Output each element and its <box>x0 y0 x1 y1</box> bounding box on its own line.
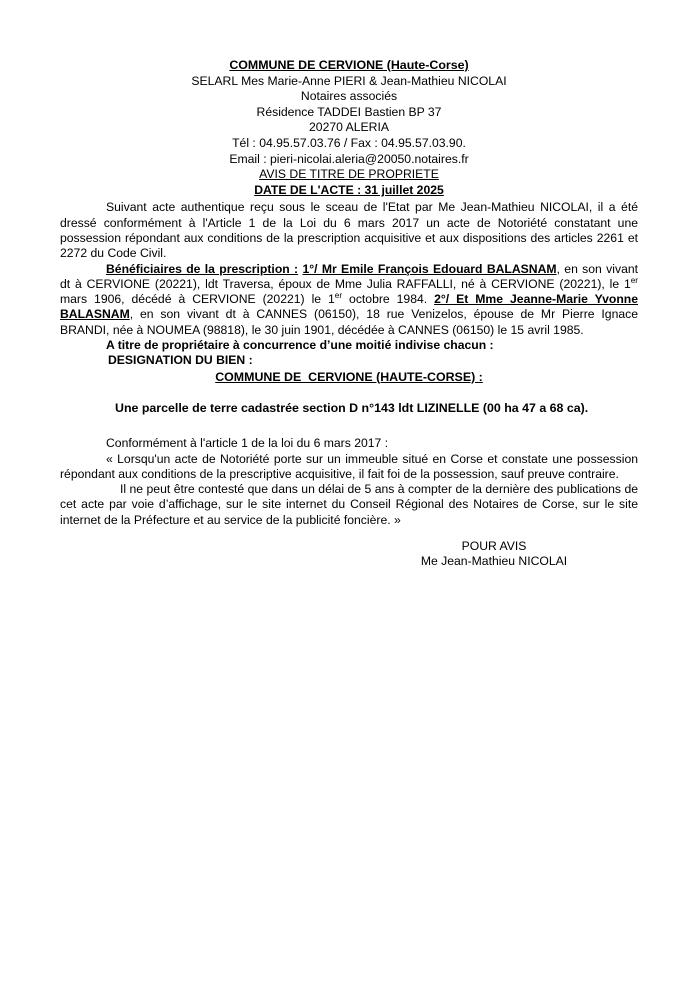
intro-paragraph: Suivant acte authentique reçu sous le sceau de l'Etat par Me Jean-Mathieu NICOLAI, il a été dressé conformément à l'Article 1 de la Loi du 6 mars 2017 un acte de Notoriété constatant une possession répondant aux conditions de la prescription acquisitive et aux dispositions des articles 2261 et 2272 du Code Civil. <box>60 200 638 261</box>
firm-phone-fax: Tél : 04.95.57.03.76 / Fax : 04.95.57.03.90. <box>232 135 466 150</box>
legal-quote-part-2: Il ne peut être contesté que dans un délai de 5 ans à compter de la dernière des publications de cet acte par voie d’affichage, sur le site internet du Conseil Régional des Notaires de Corse, sur le site internet de la Préfecture et au service de la publicité foncière. » <box>60 482 638 527</box>
commune-title: COMMUNE DE CERVIONE (Haute-Corse) <box>229 58 469 72</box>
designation-commune-heading: COMMUNE DE CERVIONE (HAUTE-CORSE) : <box>215 369 483 384</box>
beneficiaries-label: Bénéficiaires de la prescription : <box>106 261 299 276</box>
beneficiary-1-ordinal-birth: er <box>630 275 638 285</box>
beneficiary-2-name: 2°/ Et Mme Jeanne-Marie Yvonne BALASNAM <box>60 292 638 322</box>
beneficiary-1-detail-a: , en son vivant dt à CERVIONE (20221), ldt Traversa, époux de Mme Julia RAFFALLI, né à CERVIONE (20221), le 1 <box>60 261 639 291</box>
firm-postal-city: 20270 ALERIA <box>309 120 389 135</box>
signature-notary-name: Me Jean-Mathieu NICOLAI <box>420 554 568 569</box>
act-date: DATE DE L'ACTE : 31 juillet 2025 <box>254 182 444 197</box>
signature-block <box>60 539 638 570</box>
firm-name: SELARL Mes Marie-Anne PIERI & Jean-Mathieu NICOLAI <box>191 73 507 88</box>
letterhead <box>60 58 638 198</box>
conformity-intro: Conformément à l'article 1 de la loi du 6 mars 2017 : <box>106 436 389 451</box>
beneficiary-1-detail-b: mars 1906, décédé à CERVIONE (20221) le 1 <box>60 292 335 307</box>
beneficiaries-paragraph <box>60 262 638 338</box>
firm-address: Résidence TADDEI Bastien BP 37 <box>256 104 442 119</box>
firm-email: Email : pieri-nicolai.aleria@20050.notaires.fr <box>229 151 469 166</box>
signature-pour-avis: POUR AVIS <box>461 538 527 553</box>
beneficiary-1-ordinal-death: er <box>334 291 343 301</box>
document-body <box>60 58 638 570</box>
notice-type-title: AVIS DE TITRE DE PROPRIETE <box>259 167 439 182</box>
parcel-description: Une parcelle de terre cadastrée section D n°143 ldt LIZINELLE (00 ha 47 a 68 ca). <box>115 400 589 415</box>
beneficiary-1-name: 1°/ Mr Emile François Edouard BALASNAM <box>302 261 557 276</box>
ownership-share-line: A titre de propriétaire à concurrence d’une moitié indivise chacun : <box>106 338 494 353</box>
beneficiary-2-detail: , en son vivant dt à CANNES (06150), 18 rue Venizelos, épouse de Mr Pierre Ignace BRANDI, née à NOUMEA (98818), le 30 juin 1901, décédée à CANNES (06150) le 15 avril 1985. <box>60 307 638 337</box>
legal-quote-part-1: « Lorsqu'un acte de Notoriété porte sur un immeuble situé en Corse et constate une possession répondant aux conditions de la prescriptive acquisitive, il fait foi de la possession, sauf preuve contraire. <box>60 451 638 481</box>
beneficiary-1-detail-c: octobre 1984. <box>342 292 435 307</box>
firm-role: Notaires associés <box>300 89 398 104</box>
designation-label: DESIGNATION DU BIEN : <box>108 353 253 368</box>
